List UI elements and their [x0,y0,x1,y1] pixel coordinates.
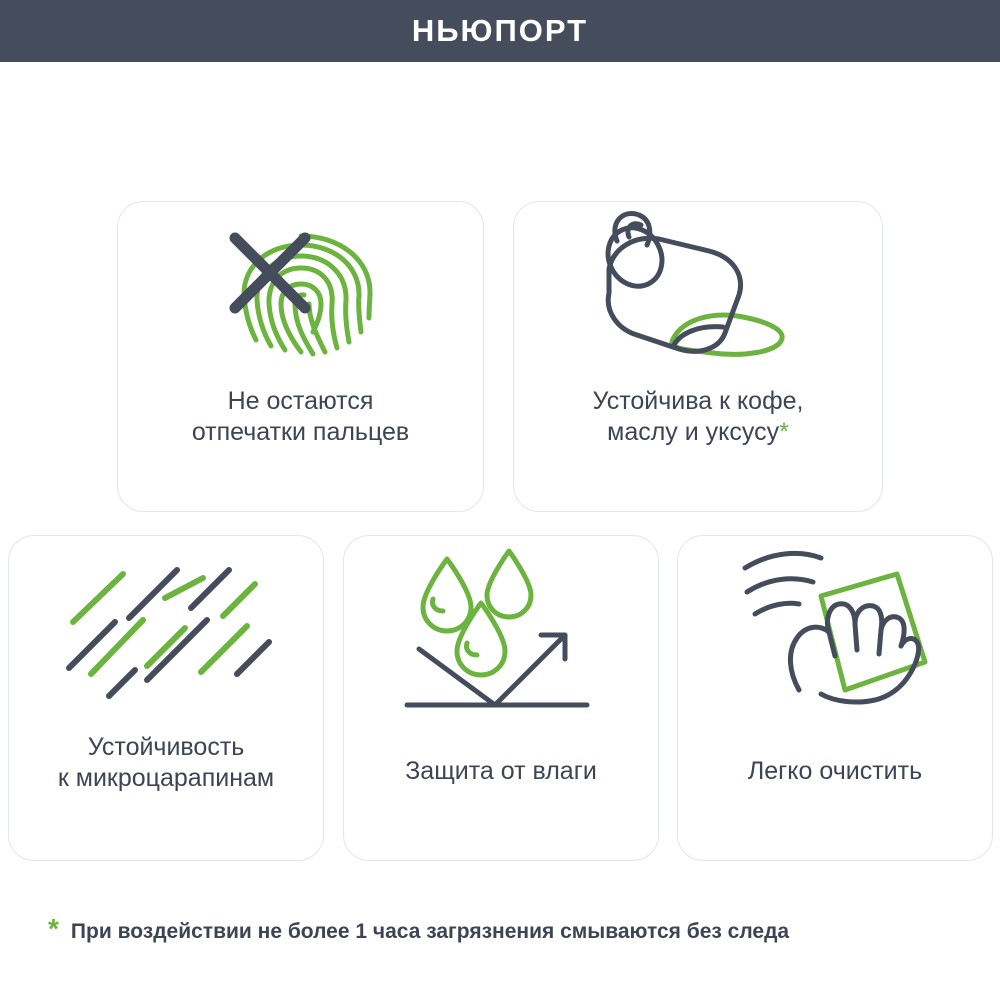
card-moisture-label-line1: Защита от влаги [405,757,597,785]
card-fingerprint[interactable] [117,201,484,512]
footnote-text: При воздействии не более 1 часа загрязнения смываются без следа [70,920,790,943]
card-clean[interactable] [677,535,993,861]
card-coffee-asterisk: * [779,418,789,447]
footnote [48,915,789,944]
card-coffee-label-line2-wrap [592,417,803,448]
card-coffee-label [578,386,817,449]
card-fingerprint-label [178,386,423,449]
scratch-lines-icon [9,536,323,726]
card-scratch[interactable] [8,535,324,861]
card-scratch-label-line1: Устойчивость [87,733,245,761]
card-coffee-label-line2: маслу и уксусу [607,418,780,447]
card-coffee[interactable] [513,201,883,512]
card-moisture[interactable] [343,535,659,861]
water-drops-repel-icon [344,536,658,726]
card-scratch-label [44,732,288,795]
card-scratch-label-line2: к микроцарапинам [57,764,275,793]
card-clean-label-line1: Легко очистить [747,757,923,785]
card-clean-label [734,756,936,787]
card-fingerprint-label-line2: отпечатки пальцев [191,418,410,447]
page-title: НЬЮПОРТ [411,13,589,48]
hand-wiping-cloth-icon [678,536,992,726]
card-fingerprint-label-line1: Не остаются [227,387,374,415]
spilled-cup-icon [514,202,882,382]
card-moisture-label [391,756,611,787]
fingerprint-no-print-icon [118,202,483,382]
card-coffee-label-line1: Устойчива к кофе, [592,387,804,415]
header-bar [0,0,1000,62]
footnote-asterisk: * [48,913,59,944]
